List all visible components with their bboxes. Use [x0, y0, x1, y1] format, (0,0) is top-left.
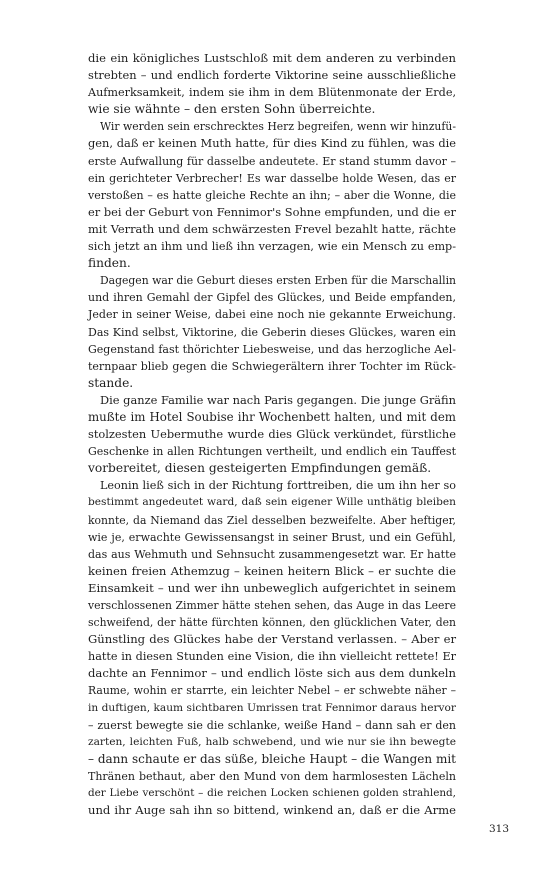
text-line: Aufmerksamkeit, indem sie ihm in dem Blütenmonate der Erde,	[88, 86, 456, 100]
text-line: er bei der Geburt von Fennimor's Sohne empfunden, und die er	[88, 204, 456, 219]
text-line: keinen freien Athemzug – keinen heitern Blick – er suchte die	[88, 563, 456, 578]
body-text	[88, 50, 456, 819]
text-line: hatte in diesen Stunden eine Vision, die ihn vielleicht rettete! Er	[88, 650, 456, 664]
text-line: erste Aufwallung für dasselbe andeutete. Er stand stumm davor –	[88, 154, 456, 168]
text-line: der Liebe verschönt – die reichen Locken schienen golden strahlend,	[88, 787, 456, 800]
text-line: schweifend, der hätte fürchten können, den glücklichen Vater, den	[88, 616, 456, 630]
text-line: mußte im Hotel Soubise ihr Wochenbett halten, und mit dem	[88, 409, 456, 424]
text-line: finden.	[88, 256, 131, 271]
text-line: und ihr Auge sah ihn so bittend, winkend an, daß er die Arme	[88, 803, 456, 818]
text-line: – zuerst bewegte sie die schlanke, weiße Hand – dann sah er den	[88, 718, 456, 732]
text-line: wie sie wähnte – den ersten Sohn überreichte.	[88, 102, 376, 117]
text-line: dachte an Fennimor – und endlich löste sich aus dem dunkeln	[88, 666, 456, 681]
page-number: 313	[489, 823, 510, 835]
text-line: Leonin ließ sich in der Richtung forttreiben, die um ihn her so	[100, 479, 456, 493]
text-line: – dann schaute er das süße, bleiche Haupt – die Wangen mit	[88, 751, 456, 766]
text-line: Raume, wohin er starrte, ein leichter Nebel – er schwebte näher –	[88, 684, 456, 698]
text-line: Die ganze Familie war nach Paris gegangen. Die junge Gräfin	[100, 392, 456, 407]
text-line: Gegenstand fast thörichter Liebesweise, und das herzogliche Ael-	[88, 342, 456, 356]
text-line: in duftigen, kaum sichtbaren Umrissen trat Fennimor daraus hervor	[88, 701, 456, 714]
text-line: wie je, erwachte Gewissensangst in seiner Brust, und ein Gefühl,	[88, 530, 456, 544]
text-line: vorbereitet, diesen gesteigerten Empfindungen gemäß.	[88, 461, 432, 476]
text-line: Das Kind selbst, Viktorine, die Geberin dieses Glückes, waren ein	[88, 325, 456, 339]
text-line: die ein königliches Lustschloß mit dem anderen zu verbinden	[88, 51, 456, 65]
text-line: Einsamkeit – und wer ihn unbeweglich aufgerichtet in seinem	[88, 580, 456, 595]
text-line: stande.	[88, 375, 134, 390]
text-line: verschlossenen Zimmer hätte stehen sehen, das Auge in das Leere	[88, 599, 456, 612]
text-line: ein gerichteter Verbrecher! Es war dasselbe holde Wesen, das er	[88, 171, 456, 185]
text-line: Dagegen war die Geburt dieses ersten Erben für die Marschallin	[100, 274, 456, 288]
text-line: Günstling des Glückes habe der Verstand verlassen. – Aber er	[88, 632, 456, 647]
text-line: und ihren Gemahl der Gipfel des Glückes, und Beide empfanden,	[88, 291, 456, 305]
text-line: zarten, leichten Fuß, halb schwebend, und wie nur sie ihn bewegte	[88, 735, 456, 748]
text-line: mit Verrath und dem schwärzesten Frevel bezahlt hatte, rächte	[88, 221, 456, 236]
text-line: konnte, da Niemand das Ziel desselben bezweifelte. Aber heftiger,	[88, 513, 456, 527]
text-line: ternpaar blieb gegen die Schwiegerältern ihrer Tochter im Rück-	[88, 359, 456, 373]
text-line: das aus Wehmuth und Sehnsucht zusammengesetzt war. Er hatte	[88, 547, 456, 561]
text-line: Jeder in seiner Weise, dabei eine noch nie gekannte Erweichung.	[88, 308, 456, 322]
text-line: Thränen bethaut, aber den Mund von dem harmlosesten Lächeln	[88, 769, 456, 783]
text-line: verstoßen – es hatte gleiche Rechte an ihn; – aber die Wonne, die	[88, 188, 456, 202]
text-line: gen, daß er keinen Muth hatte, für dies Kind zu fühlen, was die	[88, 136, 456, 151]
text-line: bestimmt angedeutet ward, daß sein eigener Wille unthätig bleiben	[88, 496, 456, 509]
text-line: strebten – und endlich forderte Viktorine seine ausschließliche	[88, 68, 456, 83]
text-line: sich jetzt an ihm und ließ ihn verzagen, wie ein Mensch zu emp-	[88, 240, 456, 254]
text-line: Geschenke in allen Richtungen vertheilt, und endlich ein Tauffest	[88, 445, 456, 459]
text-line: stolzesten Uebermuthe wurde dies Glück verkündet, fürstliche	[88, 427, 456, 442]
text-line: Wir werden sein erschrecktes Herz begreifen, wenn wir hinzufü-	[100, 120, 456, 134]
